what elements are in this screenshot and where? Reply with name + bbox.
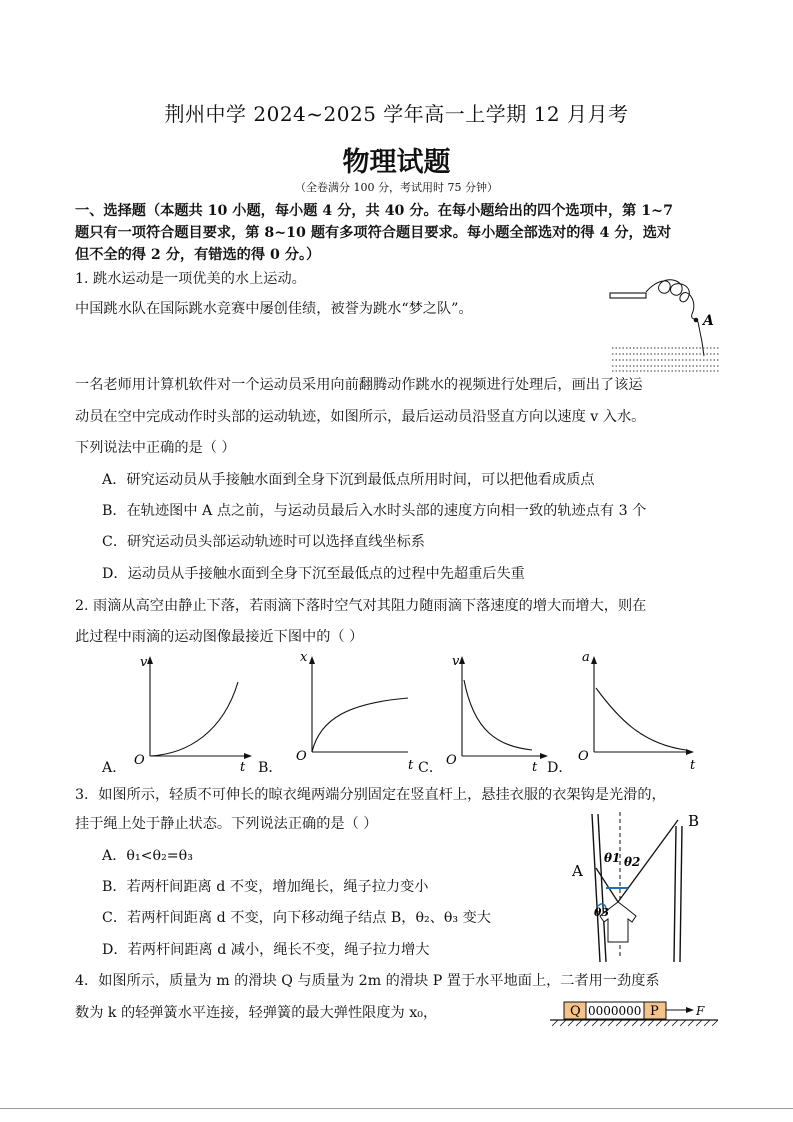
exam-note: （全卷满分 100 分，考试用时 75 分钟）: [295, 181, 498, 194]
theta1-label: θ1: [604, 851, 621, 865]
q2-graph-d-option: D．: [547, 760, 573, 776]
q2-graph-a: [128, 652, 258, 774]
origin-label: O: [578, 749, 589, 764]
x-arrow-icon: [244, 753, 252, 759]
theta2-label: θ2: [624, 855, 641, 869]
force-label: F: [696, 1004, 705, 1018]
q3-option-a: A．θ₁<θ₂=θ₃: [102, 848, 193, 864]
right-pole: [674, 826, 676, 962]
theta3-label: θ3: [594, 906, 609, 919]
y-arrow-icon: [147, 656, 153, 664]
q2-line-2: 此过程中雨滴的运动图像最接近下图中的（ ）: [75, 629, 364, 645]
right-pole-edge: [680, 826, 682, 962]
q1-option-c: C．研究运动员头部运动轨迹时可以选择直线坐标系: [102, 534, 425, 550]
q4-line-1: 4．如图所示，质量为 m 的滑块 Q 与质量为 2m 的滑块 P 置于水平地面上，二者用一劲度系: [75, 973, 660, 989]
x-axis-label: t: [532, 760, 538, 774]
x-axis-label: t: [240, 760, 246, 774]
point-b-label: B: [688, 812, 700, 830]
q1-diving-figure: [606, 272, 724, 376]
q3-option-d: D．若两杆间距离 d 减小，绳长不变，绳子拉力增大: [102, 942, 430, 958]
y-arrow-icon: [591, 656, 597, 664]
q1-line-5: 下列说法中正确的是（ ）: [75, 440, 236, 456]
x-axis-label: t: [690, 758, 696, 770]
q1-line-1: 1. 跳水运动是一项优美的水上运动。: [75, 271, 306, 287]
q2-graph-a-option: A．: [102, 760, 127, 776]
y-arrow-icon: [459, 656, 465, 664]
section-heading-line-1: 一、选择题（本题共 10 小题，每小题 4 分，共 40 分。在每小题给出的四个选项中，第 1~7: [75, 203, 673, 219]
q3-option-b: B．若两杆间距离 d 不变，增加绳长，绳子拉力变小: [102, 879, 429, 895]
x-axis-label: t: [408, 758, 414, 770]
curve: [312, 698, 408, 752]
exam-title: 荆州中学 2024~2025 学年高一上学期 12 月月考: [164, 102, 629, 126]
y-axis-label: v: [452, 654, 460, 669]
spring-coils: 0000000: [588, 1004, 642, 1018]
q3-line-1: 3．如图所示，轻质不可伸长的晾衣绳两端分别固定在竖直杆上，悬挂衣服的衣架钩是光滑的，: [75, 787, 666, 803]
q1-line-4: 动员在空中完成动作时头部的运动轨迹，如图所示，最后运动员沿竖直方向以速度 v 入水。: [75, 409, 646, 425]
q2-line-1: 2. 雨滴从高空由静止下落，若雨滴下落时空气对其阻力随雨滴下落速度的增大而增大，则在: [75, 598, 647, 614]
y-axis-label: v: [140, 655, 148, 670]
section-heading-line-2: 题只有一项符合题目要求，第 8~10 题有多项符合题目要求。每小题全部选对的得 4 分，选对: [75, 225, 672, 241]
point-a-label: A: [703, 313, 714, 329]
q2-graph-c: [440, 652, 550, 774]
q2-graph-b: [290, 648, 420, 770]
origin-label: O: [446, 753, 457, 768]
q3-option-c: C．若两杆间距离 d 不变，向下移动绳子结点 B，θ₂、θ₃ 变大: [102, 910, 491, 926]
q4-line-2: 数为 k 的轻弹簧水平连接，轻弹簧的最大弹性限度为 x₀，: [75, 1005, 438, 1021]
diving-board: [610, 293, 646, 298]
point-a-label: A: [572, 862, 583, 880]
q1-option-b: B．在轨迹图中 A 点之前，与运动员最后入水时头部的速度方向相一致的轨迹点有 3 个: [102, 503, 647, 519]
x-arrow-icon: [686, 749, 694, 755]
page-bottom-rule: [0, 1108, 793, 1109]
block-q-label: Q: [570, 1004, 581, 1019]
y-axis-label: x: [300, 650, 308, 665]
force-arrow-icon: [686, 1007, 694, 1013]
q2-graph-d: [572, 648, 706, 770]
q2-graph-b-option: B．: [258, 760, 283, 776]
origin-label: O: [134, 753, 145, 768]
y-arrow-icon: [309, 656, 315, 664]
curve: [596, 688, 686, 750]
ground-hatch: [552, 1020, 718, 1026]
q1-line-3: 一名老师用计算机软件对一个运动员采用向前翻腾动作跳水的视频进行处理后，画出了该运: [75, 377, 643, 393]
block-p-label: P: [650, 1004, 659, 1019]
q3-line-2: 挂于绳上处于静止状态。下列说法正确的是（ ）: [75, 816, 378, 832]
q1-option-d: D．运动员从手接触水面到全身下沉至最低点的过程中先超重后失重: [102, 566, 525, 582]
q1-option-a: A．研究运动员从手接触水面到全身下沉到最低点所用时间，可以把他看成质点: [102, 472, 595, 488]
origin-label: O: [296, 749, 307, 764]
curve: [464, 680, 532, 750]
q3-clothesline-figure: [566, 806, 716, 966]
subject-title: 物理试题: [342, 147, 451, 178]
q2-graph-c-option: C．: [418, 760, 444, 776]
point-a-marker: [694, 318, 699, 323]
curve: [150, 682, 238, 756]
q4-spring-figure: [548, 998, 724, 1028]
section-heading-line-3: 但不全的得 2 分，有错选的得 0 分。）: [75, 247, 321, 263]
y-axis-label: a: [582, 650, 590, 665]
q1-line-2: 中国跳水队在国际跳水竞赛中屡创佳绩，被誉为跳水“梦之队”。: [75, 301, 473, 317]
